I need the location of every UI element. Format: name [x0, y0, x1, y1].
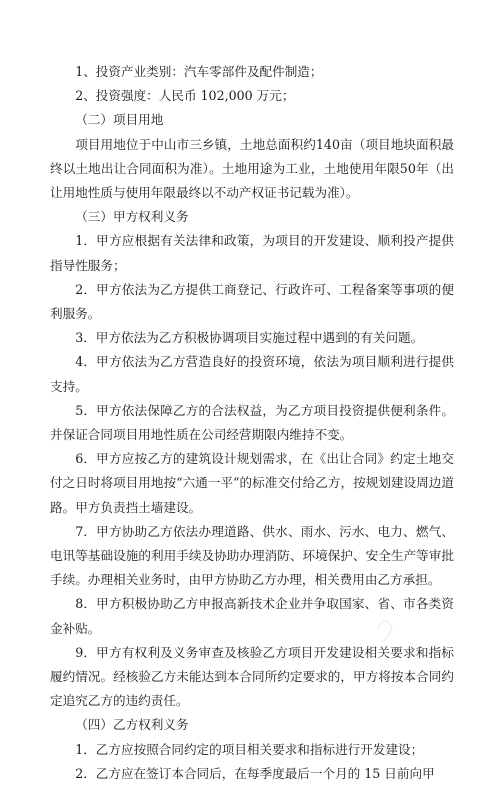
clause-party-b-1: 1．乙方应按照合同约定的项目相关要求和指标进行开发建设； [75, 741, 424, 757]
paragraph-project-land: 项目用地位于中山市三乡镇，土地总面积约140亩（项目地块面积最终以土地出让合同面积为准）。土地用途为工业，土地使用年限50年（出让用地性质与使用年限最终以不动产权证书记载为准）。 [50, 136, 454, 201]
section-heading-party-a-rights: （三）甲方权利义务 [75, 209, 189, 225]
clause-party-a-1: 1．甲方应根据有关法律和政策，为项目的开发建设、顺利投产提供指导性服务； [50, 233, 454, 273]
clause-party-a-6: 6．甲方应按乙方的建筑设计规划需求，在《出让合同》约定土地交付之日时将项目用地按“六通一平”的标准交付给乙方，按规划建设周边道路。甲方负责挡土墙建设。 [50, 451, 454, 515]
clause-party-a-5: 5．甲方依法保障乙方的合法权益，为乙方项目投资提供便利条件。并保证合同项目用地性质在公司经营期限内维持不变。 [50, 402, 454, 443]
clause-party-a-8: 8．甲方积极协助乙方申报高新技术企业并争取国家、省、市各类资金补贴。 [50, 596, 454, 636]
paragraph-investment-intensity: 2、投资强度：人民币 102,000 万元； [75, 88, 295, 104]
paragraph-investment-category: 1、投资产业类别：汽车零部件及配件制造； [75, 64, 323, 79]
clause-party-a-4: 4．甲方依法为乙方营造良好的投资环境，依法为项目顺利进行提供支持。 [50, 354, 454, 394]
section-heading-project-land: （二）项目用地 [75, 112, 164, 128]
clause-party-a-3: 3．甲方依法为乙方积极协调项目实施过程中遇到的有关问题。 [75, 330, 424, 346]
clause-party-a-9: 9．甲方有权利及义务审查及核验乙方项目开发建设相关要求和指标履约情况。经核验乙方未能达到本合同所约定要求的，甲方将按本合同约定追究乙方的违约责任。 [50, 644, 454, 709]
clause-party-a-2: 2．甲方依法为乙方提供工商登记、行政许可、工程备案等事项的便利服务。 [50, 281, 454, 322]
clause-party-b-2: 2．乙方应在签订本合同后，在每季度最后一个月的 15 日前向甲 [75, 765, 435, 781]
section-heading-party-b-rights: （四）乙方权利义务 [75, 717, 189, 733]
clause-party-a-7: 7．甲方协助乙方依法办理道路、供水、雨水、污水、电力、燃气、电讯等基础设施的利用手续及协助办理消防、环境保护、安全生产等审批手续。办理相关业务时，由甲方协助乙方办理，相关费用由乙方承担。 [50, 523, 454, 588]
